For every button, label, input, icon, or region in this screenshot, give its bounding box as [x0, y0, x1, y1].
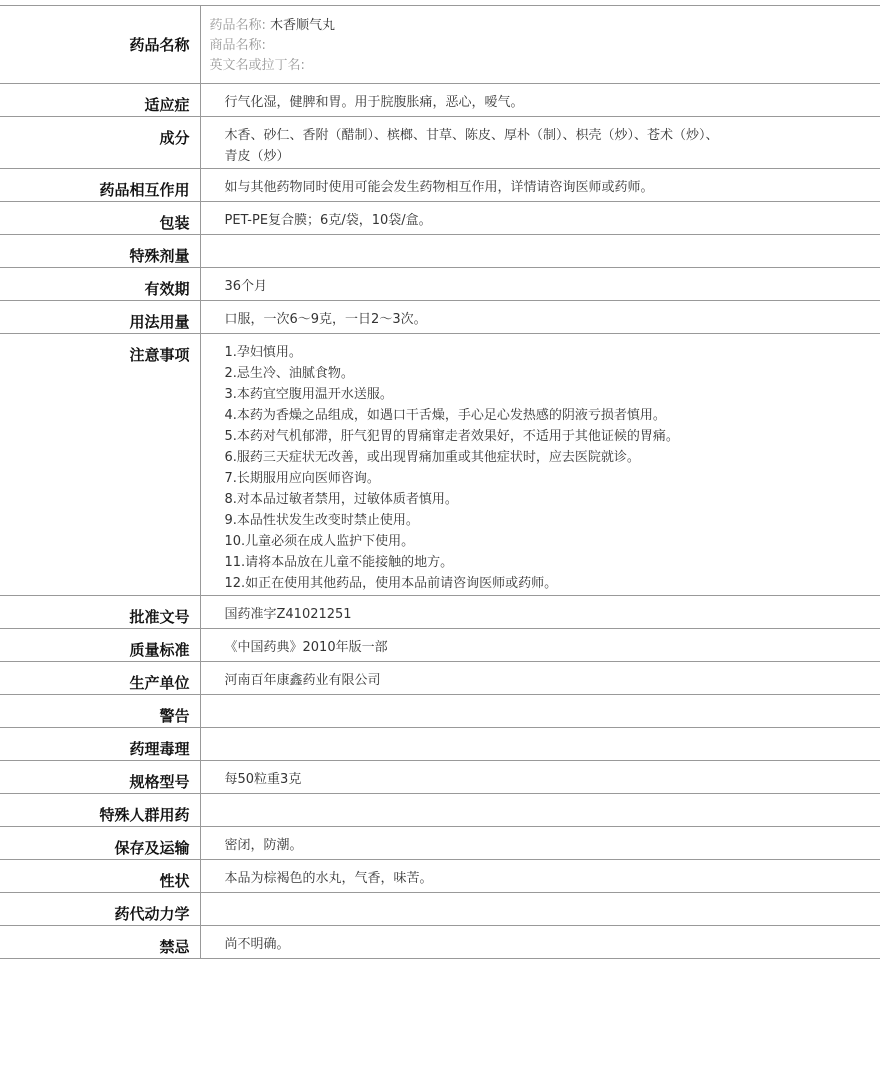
ingredients-line-2: 青皮（炒）: [224, 149, 290, 164]
row-special-dosage: [0, 235, 880, 268]
precaution-item: 5.本药对气机郁滞，肝气犯胃的胃痛窜走者效果好，不适用于其他证候的胃痛。: [224, 429, 679, 444]
precaution-item: 11.请将本品放在儿童不能接触的地方。: [224, 555, 454, 570]
row-pharmacokinetics: [0, 893, 880, 926]
precaution-item: 10.儿童必须在成人监护下使用。: [224, 534, 415, 549]
row-indications: [0, 84, 880, 117]
row-label: 适应症: [0, 84, 200, 117]
row-label: 生产单位: [0, 662, 200, 695]
precaution-item: 8.对本品过敏者禁用，过敏体质者慎用。: [224, 492, 458, 507]
precautions-list: [225, 342, 869, 594]
row-packaging: [0, 202, 880, 235]
precaution-item: 2.忌生冷、油腻食物。: [224, 366, 354, 381]
row-label: 特殊剂量: [0, 235, 200, 268]
row-precautions: [0, 334, 880, 596]
row-label: 注意事项: [0, 334, 200, 596]
row-value: 36个月: [200, 268, 880, 301]
row-value: 行气化湿，健脾和胃。用于脘腹胀痛，恶心，嗳气。: [200, 84, 880, 117]
row-value: [200, 794, 880, 827]
row-value: 如与其他药物同时使用可能会发生药物相互作用，详情请咨询医师或药师。: [200, 169, 880, 202]
precaution-item: 4.本药为香燥之品组成，如遇口干舌燥，手心足心发热感的阴液亏损者慎用。: [224, 408, 666, 423]
row-value: 国药准字Z41021251: [200, 596, 880, 629]
trade-name-label: 商品名称:: [209, 38, 266, 53]
name-block: [200, 6, 880, 84]
precaution-item: 7.长期服用应向医师咨询。: [224, 471, 380, 486]
row-storage: [0, 827, 880, 860]
row-usage: [0, 301, 880, 334]
row-specification: [0, 761, 880, 794]
row-contraindications: [0, 926, 880, 959]
row-value: [200, 235, 880, 268]
row-label: 药理毒理: [0, 728, 200, 761]
english-name-label: 英文名或拉丁名:: [209, 58, 305, 73]
row-value: 口服，一次6～9克，一日2～3次。: [200, 301, 880, 334]
row-label: 药品名称: [0, 6, 200, 84]
row-value: [200, 117, 880, 169]
row-approval-number: [0, 596, 880, 629]
row-toxicology: [0, 728, 880, 761]
row-label: 特殊人群用药: [0, 794, 200, 827]
row-interactions: [0, 169, 880, 202]
row-drug-name: [0, 6, 880, 84]
row-label: 药代动力学: [0, 893, 200, 926]
row-label: 保存及运输: [0, 827, 200, 860]
row-value: 《中国药典》2010年版一部: [200, 629, 880, 662]
row-shelf-life: [0, 268, 880, 301]
precaution-item: 6.服药三天症状无改善，或出现胃痛加重或其他症状时，应去医院就诊。: [224, 450, 640, 465]
row-label: 有效期: [0, 268, 200, 301]
row-label: 成分: [0, 117, 200, 169]
row-value: [200, 728, 880, 761]
english-name-line: [210, 56, 869, 76]
generic-name-label: 药品名称:: [209, 18, 266, 33]
generic-name-value: 木香顺气丸: [270, 18, 336, 33]
row-label: 包装: [0, 202, 200, 235]
row-value: PET-PE复合膜；6克/袋，10袋/盒。: [200, 202, 880, 235]
trade-name-line: [210, 36, 869, 56]
row-value: 河南百年康鑫药业有限公司: [200, 662, 880, 695]
row-label: 批准文号: [0, 596, 200, 629]
row-value: [200, 334, 880, 596]
row-value: 每50粒重3克: [200, 761, 880, 794]
precaution-item: 1.孕妇慎用。: [224, 345, 302, 360]
row-label: 用法用量: [0, 301, 200, 334]
ingredients-line-1: 木香、砂仁、香附（醋制）、槟榔、甘草、陈皮、厚朴（制）、枳壳（炒）、苍术（炒）、: [224, 128, 719, 143]
precaution-item: 3.本药宜空腹用温开水送服。: [224, 387, 393, 402]
precaution-item: 9.本品性状发生改变时禁止使用。: [224, 513, 419, 528]
row-label: 药品相互作用: [0, 169, 200, 202]
row-label: 警告: [0, 695, 200, 728]
row-description: [0, 860, 880, 893]
row-value: 本品为棕褐色的水丸，气香，味苦。: [200, 860, 880, 893]
row-quality-standard: [0, 629, 880, 662]
row-label: 性状: [0, 860, 200, 893]
row-value: 尚不明确。: [200, 926, 880, 959]
row-value: [200, 893, 880, 926]
row-value: 密闭，防潮。: [200, 827, 880, 860]
precaution-item: 12.如正在使用其他药品，使用本品前请咨询医师或药师。: [224, 576, 558, 591]
row-special-population: [0, 794, 880, 827]
generic-name-line: [210, 16, 869, 36]
row-warning: [0, 695, 880, 728]
row-manufacturer: [0, 662, 880, 695]
row-label: 质量标准: [0, 629, 200, 662]
row-value: [200, 695, 880, 728]
row-label: 禁忌: [0, 926, 200, 959]
row-ingredients: [0, 117, 880, 169]
drug-info-table: [0, 5, 880, 959]
row-label: 规格型号: [0, 761, 200, 794]
